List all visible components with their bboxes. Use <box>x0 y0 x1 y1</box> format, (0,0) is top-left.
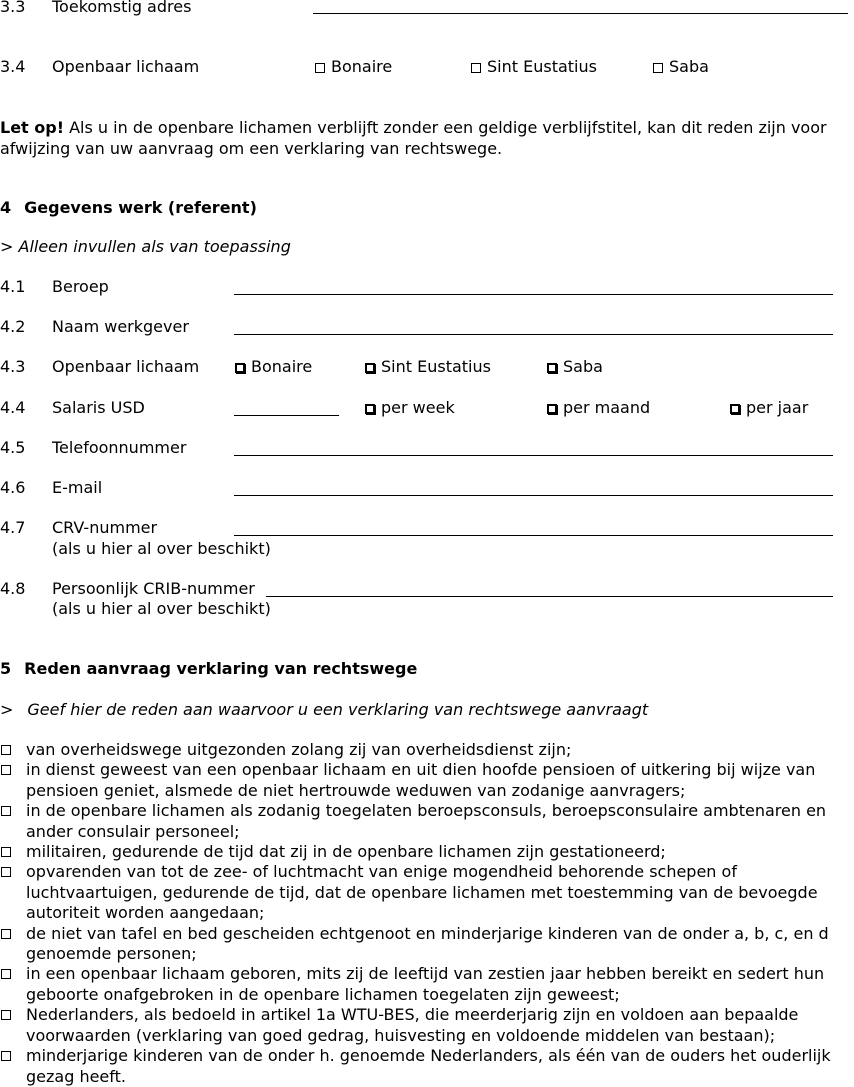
reason-text: in de openbare lichamen als zodanig toegelaten beroepsconsuls, beroepsconsulaire ambtenaren en ander consulair personeel; <box>26 801 827 841</box>
field-label: CRV-nummer <box>52 518 158 537</box>
section-5-heading <box>0 659 417 679</box>
field-label: E-mail <box>52 478 103 497</box>
option-label: per week <box>381 398 455 417</box>
option-label: Bonaire <box>331 57 393 76</box>
note-text: Als u in de openbare lichamen verblijft zonder een geldige verblijfstitel, kan dit reden zijn voor afwijzing van uw aanvraag om een verklaring van rechtswege. <box>0 118 827 158</box>
field-label: Persoonlijk CRIB-nummer <box>52 579 255 598</box>
reason-item[interactable] <box>0 1046 854 1087</box>
option-bonaire[interactable] <box>315 57 392 77</box>
reason-text: in dienst geweest van een openbaar lichaam en uit dien hoofde pensioen of uitkering bij wijze van pensioen geniet, alsmede de niet hertrouwde weduwen van zodanige aanvragers; <box>26 760 816 800</box>
field-number: 4.2 <box>0 317 26 336</box>
field-sublabel: (als u hier al over beschikt) <box>52 539 271 558</box>
checkbox-icon[interactable] <box>471 63 481 73</box>
field-sublabel: (als u hier al over beschikt) <box>52 599 271 618</box>
option-label: Sint Eustatius <box>381 357 491 376</box>
checkbox-icon[interactable] <box>1 969 11 979</box>
field-number: 4.8 <box>0 579 26 598</box>
field-label: Openbaar lichaam <box>52 57 200 76</box>
reason-text: Nederlanders, als bedoeld in artikel 1a WTU-BES, die meerderjarig zijn en voldoen aan bepaalde voorwaarden (verklaring van goed gedrag, huisvesting en voldoende middelen van bestaan); <box>26 1005 799 1045</box>
reason-item[interactable] <box>0 964 854 1005</box>
field-label: Telefoonnummer <box>52 438 187 457</box>
checkbox-icon[interactable] <box>365 363 375 373</box>
field-label: Toekomstig adres <box>52 0 192 16</box>
hint-text: Geef hier de reden aan waarvoor u een verklaring van rechtswege aanvraagt <box>27 700 649 719</box>
section-title: Gegevens werk (referent) <box>24 198 257 217</box>
option-label: Saba <box>669 57 709 76</box>
checkbox-icon[interactable] <box>1 867 11 877</box>
checkbox-icon[interactable] <box>1 1051 11 1061</box>
email-field[interactable] <box>234 495 833 496</box>
field-number: 4.5 <box>0 438 26 457</box>
reason-item[interactable] <box>0 842 854 862</box>
checkbox-icon[interactable] <box>315 63 325 73</box>
option-sint-eustatius[interactable] <box>365 357 491 377</box>
reason-text: militairen, gedurende de tijd dat zij in de openbare lichamen zijn gestationeerd; <box>26 842 666 862</box>
reason-text: in een openbaar lichaam geboren, mits zij de leeftijd van zestien jaar hebben bereikt en sedert hun geboorte onafgebroken in de openbare lichamen toegelaten zijn geweest; <box>26 964 825 1004</box>
reason-list <box>0 740 854 1087</box>
checkbox-icon[interactable] <box>365 404 375 414</box>
checkbox-icon[interactable] <box>1 929 11 939</box>
checkbox-icon[interactable] <box>1 806 11 816</box>
field-number: 4.6 <box>0 478 26 497</box>
option-label: per jaar <box>746 398 809 417</box>
checkbox-icon[interactable] <box>547 363 557 373</box>
reason-text: van overheidswege uitgezonden zolang zij van overheidsdienst zijn; <box>26 740 572 759</box>
checkbox-icon[interactable] <box>1 745 11 755</box>
reason-item[interactable] <box>0 1005 854 1046</box>
checkbox-icon[interactable] <box>1 847 11 857</box>
checkbox-icon[interactable] <box>730 404 740 414</box>
field-label: Salaris USD <box>52 398 145 417</box>
option-label: Bonaire <box>251 357 313 376</box>
reason-item[interactable] <box>0 924 854 965</box>
option-label: Sint Eustatius <box>487 57 597 76</box>
naam-werkgever-field[interactable] <box>234 334 833 335</box>
option-sint-eustatius[interactable] <box>471 57 597 77</box>
reason-item[interactable] <box>0 760 854 801</box>
checkbox-icon[interactable] <box>547 404 557 414</box>
option-per-jaar[interactable] <box>730 398 808 418</box>
checkbox-icon[interactable] <box>235 363 245 373</box>
reason-text: opvarenden van tot de zee- of luchtmacht van enige mogendheid behorende schepen of luchtvaartuigen, gedurende de tijd, dat de openbare lichamen met toestemming van de bevoegde autoriteit worden aangedaan; <box>26 862 818 923</box>
section-4-heading <box>0 198 257 218</box>
field-label: Beroep <box>52 277 109 296</box>
option-saba[interactable] <box>653 57 709 77</box>
option-per-week[interactable] <box>365 398 455 418</box>
section-title: Reden aanvraag verklaring van rechtswege <box>24 659 418 678</box>
field-number: 3.4 <box>0 57 26 76</box>
field-number: 4.4 <box>0 398 26 417</box>
reason-text: de niet van tafel en bed gescheiden echtgenoot en minderjarige kinderen van de onder a, b, c, en d genoemde personen; <box>26 923 829 964</box>
field-number: 4.3 <box>0 357 26 376</box>
field-label: Naam werkgever <box>52 317 189 336</box>
field-number: 3.3 <box>0 0 26 16</box>
option-label: Saba <box>563 357 603 376</box>
field-label: Openbaar lichaam <box>52 357 200 376</box>
checkbox-icon[interactable] <box>1 765 11 775</box>
section-4-hint: > Alleen invullen als van toepassing <box>0 237 291 256</box>
beroep-field[interactable] <box>234 294 833 295</box>
field-number: 4.7 <box>0 518 26 537</box>
field-number: 4.1 <box>0 277 26 296</box>
crib-nummer-field[interactable] <box>266 596 833 597</box>
checkbox-icon[interactable] <box>1 1010 11 1020</box>
option-saba[interactable] <box>547 357 603 377</box>
section-number: 4 <box>0 198 12 217</box>
crv-nummer-field[interactable] <box>234 535 833 536</box>
section-5-hint <box>0 700 648 720</box>
reason-item[interactable] <box>0 862 854 923</box>
salaris-field[interactable] <box>234 415 339 416</box>
option-bonaire[interactable] <box>235 357 312 377</box>
hint-prefix: > <box>0 700 14 719</box>
checkbox-icon[interactable] <box>653 63 663 73</box>
note-label: Let op! <box>0 118 65 137</box>
note-paragraph <box>0 117 850 159</box>
option-per-maand[interactable] <box>547 398 650 418</box>
section-number: 5 <box>0 659 12 678</box>
reason-text: minderjarige kinderen van de onder h. genoemde Nederlanders, als één van de ouders het ouderlijk gezag heeft. <box>26 1046 831 1086</box>
telefoonnummer-field[interactable] <box>234 455 833 456</box>
option-label: per maand <box>563 398 651 417</box>
toekomstig-adres-field[interactable] <box>313 13 848 14</box>
reason-item[interactable] <box>0 740 854 760</box>
reason-item[interactable] <box>0 801 854 842</box>
